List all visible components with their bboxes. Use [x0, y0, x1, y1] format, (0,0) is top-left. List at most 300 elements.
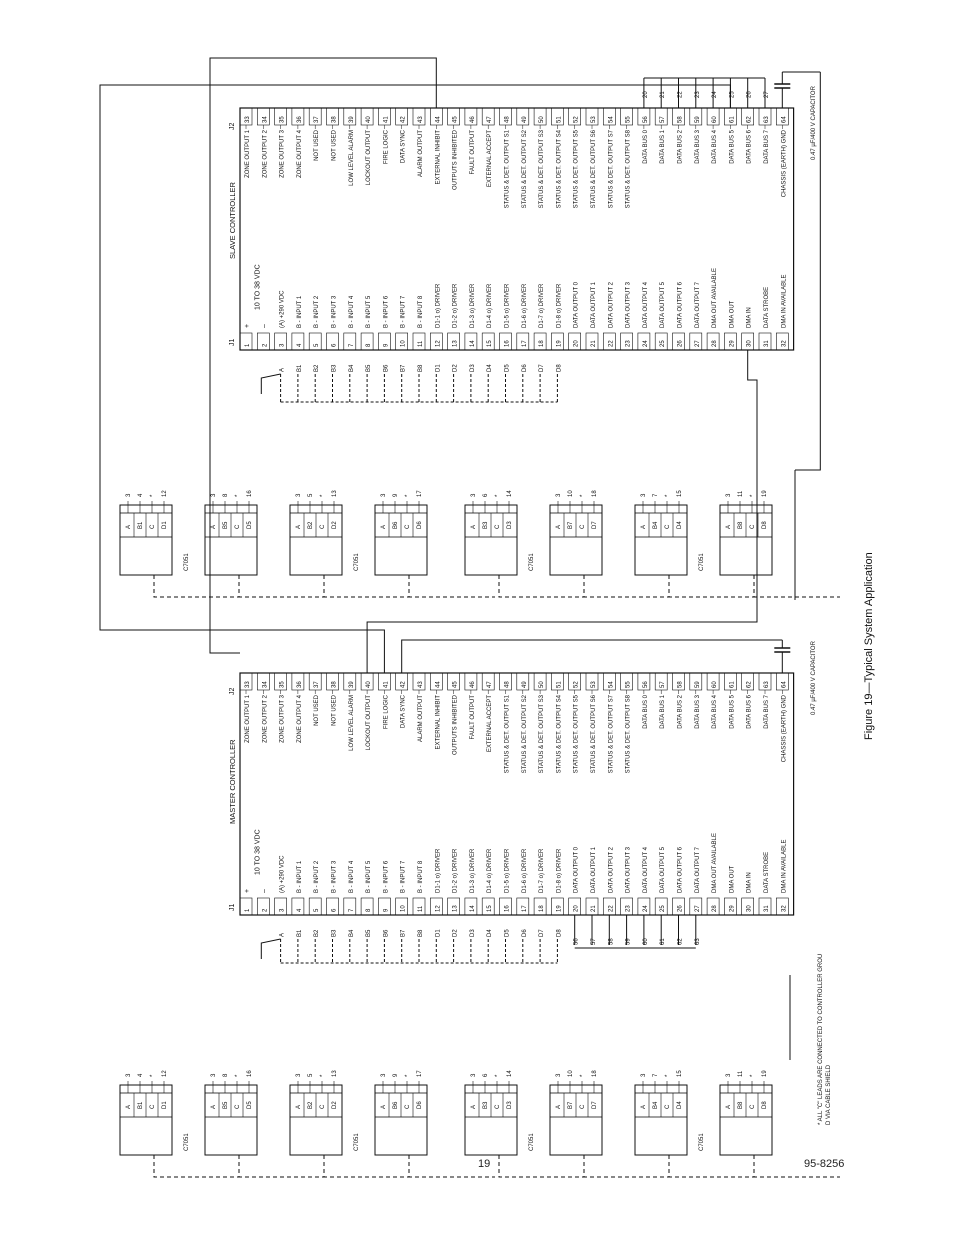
j1-signal-label: B - INPUT 7: [400, 860, 407, 893]
j1-signal-label: (A) +290 VDC: [279, 290, 286, 328]
j1-pin-number: 2: [262, 908, 269, 912]
supply-voltage-label: 10 TO 38 VDC: [254, 264, 262, 310]
module-pin-number: 17: [417, 1070, 423, 1077]
module-pin-number: 3: [381, 1073, 387, 1077]
j2-pin-number: 55: [625, 681, 632, 688]
module-terminal-label: C: [580, 1104, 586, 1109]
j2-signal-label: STATUS & DET. OUTPUT S4: [556, 130, 563, 209]
j2-pin-number: 40: [366, 681, 373, 688]
module-terminal-label: A: [296, 524, 302, 529]
j1-pin-number: 6: [331, 343, 338, 347]
j1-pin-number: 9: [383, 343, 390, 347]
j1-pin-number: 32: [781, 340, 788, 347]
j1-signal-label: D1-1 o) DRIVER: [435, 283, 442, 328]
j2-pin-number: 36: [296, 116, 303, 123]
j2-pin-number: 42: [400, 116, 407, 123]
j2-signal-label: LOCKOUT OUTPUT: [366, 130, 373, 186]
j1-signal-label: –: [261, 324, 269, 328]
module-terminal-label: A: [381, 524, 387, 529]
module-terminal-label: D4: [677, 521, 683, 529]
j1-signal-label: DATA OUTPUT 5: [660, 846, 667, 893]
j2-signal-label: STATUS & DET. OUTPUT S1: [504, 695, 511, 774]
j1-signal-label: DATA OUTPUT 0: [573, 281, 580, 328]
c7051-module: [120, 1070, 240, 1177]
slave-output-pin: 24: [712, 91, 719, 98]
module-terminal-label: C: [665, 524, 671, 529]
j2-pin-number: 52: [573, 681, 580, 688]
j1-pin-number: 30: [746, 905, 753, 912]
master-output-pin: 58: [608, 938, 615, 945]
j1-signal-label: DMA OUT AVAILABLE: [712, 267, 719, 328]
module-terminal-label: B4: [653, 1101, 659, 1109]
module-pin-number: 3: [641, 1073, 647, 1077]
j1-signal-label: B - INPUT 2: [314, 295, 321, 328]
j1-pin-number: 18: [539, 905, 546, 912]
j2-pin-number: 37: [314, 116, 321, 123]
j2-signal-label: DATA SYNC: [400, 130, 407, 164]
j2-pin-number: 58: [677, 116, 684, 123]
j1-pin-number: 23: [625, 340, 632, 347]
j2-signal-label: NOT USED: [314, 130, 321, 161]
j2-pin-number: 47: [487, 116, 494, 123]
module-pin-number: *: [665, 494, 671, 497]
j2-signal-label: ZONE OUTPUT 2: [262, 130, 269, 178]
j2-signal-label: ZONE OUTPUT 1: [245, 130, 251, 178]
j1-wire-name: B7: [400, 929, 407, 937]
j2-signal-label: EXTERNAL ACCEPT: [487, 695, 494, 753]
module-pin-number: 10: [568, 1070, 574, 1077]
module-pin-number: *: [580, 494, 586, 497]
j2-signal-label: STATUS & DET. OUTPUT S8: [625, 130, 632, 209]
module-pin-number: 3: [126, 1073, 132, 1077]
j2-pin-number: 40: [366, 116, 373, 123]
module-pin-number: *: [320, 494, 326, 497]
slave-module-row: [120, 490, 840, 597]
master-output-pin: 57: [591, 938, 597, 945]
module-pin-number: 3: [296, 493, 302, 497]
j2-pin-number: 34: [262, 116, 269, 123]
j1-wire-name: D6: [521, 929, 528, 937]
j1-signal-label: DATA OUTPUT 4: [642, 281, 649, 328]
module-terminal-label: D6: [417, 521, 423, 529]
module-terminal-label: C: [580, 524, 586, 529]
module-pin-number: 9: [393, 1073, 399, 1077]
module-pin-number: 10: [568, 490, 574, 497]
j1-pin-number: 26: [677, 905, 684, 912]
j2-signal-label: OUTPUTS INHIBITED: [452, 130, 459, 191]
j2-pin-number: 37: [314, 681, 321, 688]
j1-pin-number: 4: [296, 343, 303, 347]
j1-wire-name: A: [279, 932, 286, 937]
j1-pin-number: 5: [314, 908, 321, 912]
j1-wire-name: A: [279, 367, 286, 372]
j1-pin-number: 29: [729, 905, 736, 912]
j1-pin-number: 26: [677, 340, 684, 347]
j1-label: J1: [229, 903, 236, 911]
j1-wire-name: D4: [487, 364, 494, 372]
controller-box: [240, 108, 794, 350]
j1-signal-label: DMA IN AVAILABLE: [781, 839, 788, 893]
document-id: 95-8256: [804, 1158, 845, 1170]
slave-output-pin: 27: [764, 91, 770, 98]
module-terminal-label: A: [726, 1104, 732, 1109]
j1-pin-number: 9: [383, 908, 390, 912]
j1-pin-number: 31: [764, 340, 770, 347]
j1-wire-name: D8: [556, 929, 563, 937]
module-pin-number: 14: [507, 1070, 513, 1077]
module-pin-number: 8: [223, 1073, 229, 1077]
module-pin-number: *: [495, 1074, 501, 1077]
c7051-module: [120, 490, 240, 597]
j1-signal-label: DMA OUT: [729, 300, 736, 328]
j1-pin-number: 12: [435, 905, 442, 912]
j2-signal-label: STATUS & DET. OUTPUT S5: [573, 130, 580, 209]
j1-wire-name: D3: [469, 929, 476, 937]
module-terminal-label: B5: [223, 1101, 229, 1109]
j1-pin-number: 11: [418, 905, 424, 912]
j2-pin-number: 49: [521, 681, 528, 688]
module-terminal-label: D7: [592, 521, 598, 529]
module-pin-number: 6: [483, 493, 489, 497]
master-output-pin: 59: [625, 938, 632, 945]
module-pin-number: *: [665, 1074, 671, 1077]
j2-pin-number: 38: [331, 116, 338, 123]
j1-pin-number: 24: [642, 905, 649, 912]
j2-pin-number: 57: [660, 681, 667, 688]
module-pin-number: 18: [592, 490, 598, 497]
j1-signal-label: DATA OUTPUT 1: [591, 281, 597, 328]
module-terminal-label: B2: [308, 521, 314, 529]
module-pin-number: *: [150, 1074, 156, 1077]
module-pin-number: 19: [762, 490, 768, 497]
module-pin-number: *: [750, 494, 756, 497]
j2-signal-label: NOT USED: [331, 695, 338, 726]
module-terminal-label: D3: [507, 521, 513, 529]
j2-pin-number: 39: [348, 681, 355, 688]
j2-pin-number: 57: [660, 116, 667, 123]
j1-signal-label: B - INPUT 5: [366, 860, 373, 893]
module-pin-number: 11: [738, 1070, 744, 1077]
module-terminal-label: B6: [393, 1101, 399, 1109]
module-terminal-label: D3: [507, 1101, 513, 1109]
j1-signal-label: (A) +290 VDC: [279, 855, 286, 893]
module-pin-number: 13: [332, 490, 338, 497]
j2-pin-number: 52: [573, 116, 580, 123]
module-pin-number: 14: [507, 490, 513, 497]
module-pin-number: 8: [223, 493, 229, 497]
j2-signal-label: ZONE OUTPUT 4: [296, 130, 303, 178]
j1-pin-number: 3: [279, 343, 286, 347]
slave-output-pin: 21: [660, 91, 667, 98]
module-terminal-label: C: [150, 524, 156, 529]
j1-pin-number: 16: [504, 905, 511, 912]
module-terminal-label: C: [235, 524, 241, 529]
c7051-module: [375, 1070, 495, 1177]
j1-signal-label: DMA IN AVAILABLE: [781, 274, 788, 328]
j1-pin-number: 13: [452, 340, 459, 347]
module-pin-number: 3: [211, 493, 217, 497]
j1-pin-number: 27: [694, 340, 701, 347]
j2-signal-label: STATUS & DET. OUTPUT S3: [539, 130, 546, 209]
module-terminal-label: B8: [738, 521, 744, 529]
j2-pin-number: 61: [729, 681, 736, 688]
j1-wire-name: D1: [435, 364, 442, 372]
j1-signal-label: DATA OUTPUT 5: [660, 281, 667, 328]
module-pin-number: *: [405, 1074, 411, 1077]
j1-signal-label: DATA OUTPUT 6: [677, 281, 684, 328]
supply-voltage-label: 10 TO 38 VDC: [254, 829, 262, 875]
j1-signal-label: D1-3 o) DRIVER: [469, 848, 476, 893]
module-model-label: C7051: [529, 553, 535, 571]
j1-signal-label: D1-6 o) DRIVER: [521, 848, 528, 893]
j1-signal-label: D1-7 o) DRIVER: [539, 283, 546, 328]
j1-wire-name: B3: [331, 364, 338, 372]
j1-pin-number: 14: [469, 905, 476, 912]
j1-signal-label: B - INPUT 8: [418, 860, 424, 893]
j1-wire-name: D7: [539, 364, 546, 372]
j2-pin-number: 33: [245, 681, 251, 688]
j2-pin-number: 63: [764, 116, 770, 123]
c7051-module: [550, 490, 670, 597]
j1-pin-number: 19: [556, 905, 563, 912]
j2-signal-label: CHASSIS (EARTH) GND: [781, 695, 788, 763]
module-terminal-label: A: [641, 524, 647, 529]
module-model-label: C7051: [184, 1133, 190, 1151]
j2-signal-label: LOCKOUT OUTPUT: [366, 695, 373, 751]
j1-signal-label: B - INPUT 1: [296, 295, 303, 328]
j2-signal-label: DATA BUS 1: [660, 130, 667, 164]
module-terminal-label: D6: [417, 1101, 423, 1109]
master-output-pin: 56: [573, 938, 580, 945]
module-terminal-label: A: [556, 524, 562, 529]
j2-pin-number: 34: [262, 681, 269, 688]
module-model-label: C7051: [354, 553, 360, 571]
j2-pin-number: 46: [469, 116, 476, 123]
module-pin-number: 13: [332, 1070, 338, 1077]
j2-signal-label: DATA BUS 6: [746, 130, 753, 164]
j2-signal-label: ZONE OUTPUT 4: [296, 695, 303, 743]
module-terminal-label: D2: [332, 1101, 338, 1109]
module-pin-number: 11: [738, 490, 744, 497]
j2-pin-number: 50: [539, 681, 546, 688]
j2-pin-number: 45: [452, 681, 459, 688]
j2-signal-label: NOT USED: [331, 130, 338, 161]
j2-pin-number: 46: [469, 681, 476, 688]
j2-signal-label: STATUS & DET. OUTPUT S8: [625, 695, 632, 774]
j1-wire-name: D5: [504, 364, 511, 372]
module-pin-number: 18: [592, 1070, 598, 1077]
j1-wire-name: B8: [418, 364, 424, 372]
module-model-label: C7051: [184, 553, 190, 571]
j1-signal-label: D1-8 o) DRIVER: [556, 848, 563, 893]
j2-signal-label: FAULT OUTPUT: [469, 130, 476, 175]
j1-signal-label: D1-8 o) DRIVER: [556, 283, 563, 328]
j1-wire-name: B3: [331, 929, 338, 937]
j1-pin-number: 21: [591, 340, 597, 347]
j1-pin-number: 28: [712, 905, 719, 912]
j2-pin-number: 58: [677, 681, 684, 688]
j2-signal-label: ZONE OUTPUT 3: [279, 130, 286, 178]
j1-pin-number: 11: [418, 340, 424, 347]
module-terminal-label: D5: [247, 1101, 253, 1109]
j2-signal-label: STATUS & DET. OUTPUT S2: [521, 695, 528, 774]
j2-pin-number: 61: [729, 116, 736, 123]
c7051-module: [375, 490, 495, 597]
j2-signal-label: STATUS & DET. OUTPUT S2: [521, 130, 528, 209]
j1-signal-label: DATA OUTPUT 7: [694, 846, 701, 893]
j1-label: J1: [229, 338, 236, 346]
j1-wire-name: B5: [366, 364, 373, 372]
j1-signal-label: DMA IN: [746, 307, 753, 328]
module-terminal-label: A: [471, 1104, 477, 1109]
j1-pin-number: 8: [366, 343, 373, 347]
j1-pin-number: 24: [642, 340, 649, 347]
j2-signal-label: DATA BUS 3: [694, 695, 701, 729]
slave-output-pin: 20: [642, 91, 649, 98]
j2-signal-label: STATUS & DET. OUTPUT S7: [608, 130, 615, 209]
j1-pin-number: 13: [452, 905, 459, 912]
module-model-label: C7051: [529, 1133, 535, 1151]
module-terminal-label: B5: [223, 521, 229, 529]
j2-label: J2: [229, 687, 236, 695]
j1-pin-number: 4: [296, 908, 303, 912]
j2-pin-number: 43: [418, 116, 424, 123]
j2-pin-number: 49: [521, 116, 528, 123]
j1-signal-label: D1-3 o) DRIVER: [469, 283, 476, 328]
j1-signal-label: B - INPUT 6: [383, 860, 390, 893]
module-pin-number: 3: [471, 1073, 477, 1077]
module-terminal-label: D1: [162, 521, 168, 529]
module-terminal-label: D5: [247, 521, 253, 529]
j2-pin-number: 53: [591, 116, 597, 123]
c7051-module: [635, 1070, 755, 1177]
j1-pin-number: 2: [262, 343, 269, 347]
j1-signal-label: DATA OUTPUT 1: [591, 846, 597, 893]
j2-signal-label: ALARM OUTPUT: [418, 695, 424, 743]
j1-signal-label: B - INPUT 4: [348, 860, 355, 893]
module-pin-number: 9: [393, 493, 399, 497]
j2-signal-label: STATUS & DET. OUTPUT S7: [608, 695, 615, 774]
module-terminal-label: C: [235, 1104, 241, 1109]
j1-wire-name: D2: [452, 929, 459, 937]
module-pin-number: *: [405, 494, 411, 497]
module-terminal-label: B7: [568, 521, 574, 529]
j2-signal-label: DATA BUS 0: [642, 695, 649, 729]
module-terminal-label: B3: [483, 521, 489, 529]
j1-signal-label: B - INPUT 2: [314, 860, 321, 893]
j1-signal-label: D1-7 o) DRIVER: [539, 848, 546, 893]
j2-signal-label: STATUS & DET. OUTPUT S5: [573, 695, 580, 774]
module-terminal-label: A: [126, 524, 132, 529]
j2-signal-label: FAULT OUTPUT: [469, 695, 476, 740]
module-terminal-label: C: [405, 524, 411, 529]
j1-pin-number: 32: [781, 905, 788, 912]
j2-signal-label: EXTERNAL INHIBIT: [435, 130, 442, 185]
module-terminal-label: C: [405, 1104, 411, 1109]
j1-pin-number: 20: [573, 905, 580, 912]
j1-pin-number: 5: [314, 343, 321, 347]
j2-signal-label: DATA BUS 5: [729, 130, 736, 164]
j2-signal-label: EXTERNAL ACCEPT: [487, 130, 494, 188]
j2-signal-label: STATUS & DET. OUTPUT S6: [591, 695, 597, 774]
module-pin-number: 15: [677, 1070, 683, 1077]
module-pin-number: *: [150, 494, 156, 497]
j1-signal-label: D1-1 o) DRIVER: [435, 848, 442, 893]
module-pin-number: 3: [726, 1073, 732, 1077]
j1-signal-label: B - INPUT 4: [348, 295, 355, 328]
slave-output-pin: 26: [746, 91, 753, 98]
slave-capacitor-label: 0.47 µF/400 V CAPACITOR: [811, 86, 817, 160]
j2-signal-label: EXTERNAL INHIBIT: [435, 695, 442, 750]
j1-wire-name: B2: [314, 364, 321, 372]
j2-pin-number: 62: [746, 681, 753, 688]
module-terminal-label: A: [211, 524, 217, 529]
module-terminal-label: A: [381, 1104, 387, 1109]
j2-pin-number: 48: [504, 116, 511, 123]
module-terminal-label: A: [296, 1104, 302, 1109]
j1-pin-number: 3: [279, 908, 286, 912]
module-model-label: C7051: [699, 1133, 705, 1151]
j2-signal-label: DATA BUS 7: [764, 130, 770, 164]
j1-pin-number: 25: [660, 905, 667, 912]
j1-signal-label: D1-4 o) DRIVER: [487, 848, 494, 893]
j1-wire-name: B5: [366, 929, 373, 937]
cable-note: * ALL "C" LEADS ARE CONNECTED TO CONTROLLER GROU: [818, 953, 824, 1125]
module-pin-number: 3: [471, 493, 477, 497]
module-pin-number: *: [750, 1074, 756, 1077]
j1-signal-label: B - INPUT 5: [366, 295, 373, 328]
module-pin-number: *: [235, 1074, 241, 1077]
j1-signal-label: B - INPUT 7: [400, 295, 407, 328]
module-terminal-label: B2: [308, 1101, 314, 1109]
c7051-module: [205, 1070, 325, 1177]
j2-pin-number: 33: [245, 116, 251, 123]
module-pin-number: 12: [162, 490, 168, 497]
j1-pin-number: 17: [521, 905, 528, 912]
j1-signal-label: D1-5 o) DRIVER: [504, 848, 511, 893]
j2-signal-label: DATA BUS 4: [712, 130, 719, 164]
j1-wire-name: D2: [452, 364, 459, 372]
j1-wire-name: D4: [487, 929, 494, 937]
j1-signal-label: D1-2 o) DRIVER: [452, 283, 459, 328]
j1-signal-label: D1-4 o) DRIVER: [487, 283, 494, 328]
j1-signal-label: DMA IN: [746, 872, 753, 893]
module-terminal-label: C: [150, 1104, 156, 1109]
j1-wire-name: D3: [469, 364, 476, 372]
module-pin-number: 3: [126, 493, 132, 497]
j1-pin-number: 21: [591, 905, 597, 912]
j1-pin-number: 19: [556, 340, 563, 347]
j2-pin-number: 35: [279, 116, 286, 123]
module-terminal-label: B8: [738, 1101, 744, 1109]
module-pin-number: 3: [211, 1073, 217, 1077]
j2-pin-number: 64: [781, 116, 788, 123]
page-number: 19: [478, 1158, 491, 1170]
j1-wire-name: D8: [556, 364, 563, 372]
j2-signal-label: ZONE OUTPUT 2: [262, 695, 269, 743]
module-terminal-label: B3: [483, 1101, 489, 1109]
j2-pin-number: 56: [642, 681, 649, 688]
module-pin-number: 3: [296, 1073, 302, 1077]
j1-signal-label: DATA OUTPUT 7: [694, 281, 701, 328]
module-pin-number: 3: [556, 1073, 562, 1077]
j2-pin-number: 42: [400, 681, 407, 688]
module-pin-number: 4: [138, 1073, 144, 1077]
module-terminal-label: A: [126, 1104, 132, 1109]
j2-pin-number: 50: [539, 116, 546, 123]
j1-wire-name: B7: [400, 364, 407, 372]
j1-pin-number: 22: [608, 905, 615, 912]
